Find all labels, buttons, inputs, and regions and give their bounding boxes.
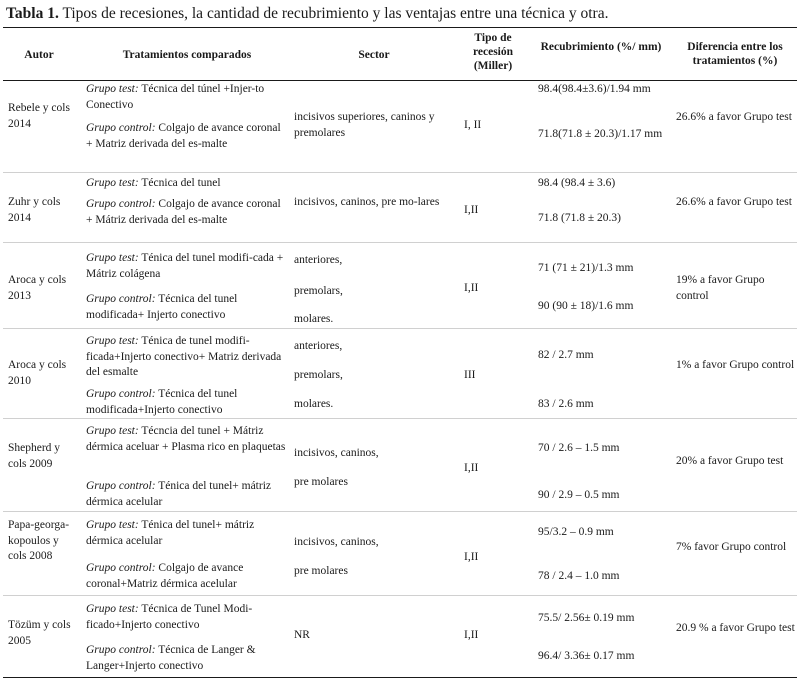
row-grupo-control-label: Grupo control: (86, 293, 156, 305)
row-recubrimiento-test: 98.4(98.4±3.6)/1.94 mm (538, 83, 651, 95)
row-autor: Aroca y cols 2010 (8, 359, 67, 387)
row-grupo-test-text: Ténica del tunel modifi-cada + Mátriz colágena (86, 252, 284, 280)
row-grupo-test (86, 251, 286, 282)
row-tipo: I,II (464, 204, 479, 216)
row-grupo-test-label: Grupo test: (86, 335, 139, 347)
row-sector-3: molares. (294, 398, 334, 410)
row-grupo-test-text: Ténica de tunel modifi-ficada+Injerto conectivo+ Matriz derivada del esmalte (86, 335, 282, 378)
row-grupo-control-text: Técnica de Langer & Langer+Injerto conectivo (86, 644, 256, 672)
row-recubrimiento-control: 96.4/ 3.36± 0.17 mm (538, 650, 635, 662)
row-grupo-control-label: Grupo control: (86, 644, 156, 656)
row-sector-2: pre molares (294, 565, 348, 577)
row-recubrimiento-test: 82 / 2.7 mm (538, 349, 594, 361)
row-recubrimiento-test: 70 / 2.6 – 1.5 mm (538, 442, 620, 454)
row-autor: Tözüm y cols 2005 (8, 619, 71, 647)
row-grupo-control (86, 292, 286, 323)
row-recubrimiento-control: 78 / 2.4 – 1.0 mm (538, 570, 620, 582)
row-grupo-test (86, 82, 286, 113)
row-sector-2: premolars, (294, 285, 343, 297)
row-grupo-control-text: Ténica del tunel+ mátriz dérmica acelular (86, 480, 272, 508)
row-grupo-control-text: Colgajo de avance coronal + Matriz derivada del es-malte (86, 122, 281, 150)
row-separator (3, 242, 797, 243)
bottom-rule (3, 677, 797, 678)
row-grupo-test (86, 602, 286, 633)
header-rule (3, 80, 797, 81)
header-autor: Autor (24, 49, 54, 61)
row-grupo-control (86, 387, 286, 418)
row-separator (3, 595, 797, 596)
row-tipo: I,II (464, 462, 479, 474)
header-recubrimiento: Recubrimiento (%/ mm) (540, 41, 662, 53)
row-grupo-control (86, 561, 286, 592)
table-caption (6, 4, 796, 24)
row-grupo-test-label: Grupo test: (86, 519, 139, 531)
header-tratamientos: Tratamientos comparados (122, 49, 252, 61)
row-grupo-test-text: Técnica del túnel +Injer-to Conectivo (86, 83, 265, 111)
row-grupo-control-label: Grupo control: (86, 122, 156, 134)
row-recubrimiento-control: 83 / 2.6 mm (538, 398, 594, 410)
row-separator (3, 328, 797, 329)
row-autor: Aroca y cols 2013 (8, 274, 67, 302)
row-separator (3, 172, 797, 173)
row-autor: Shepherd y cols 2009 (8, 442, 61, 470)
row-sector: NR (294, 629, 310, 641)
row-separator (3, 418, 797, 419)
row-recubrimiento-test: 75.5/ 2.56± 0.19 mm (538, 612, 635, 624)
row-recubrimiento-control: 90 / 2.9 – 0.5 mm (538, 489, 620, 501)
row-autor: Papa-georga-kopoulos y cols 2008 (8, 519, 70, 562)
row-sector: anteriores, (294, 254, 343, 266)
row-grupo-test (86, 518, 286, 549)
header-tipo: Tipo de recesión (Miller) (472, 32, 514, 72)
row-grupo-control (86, 643, 286, 674)
row-diferencia: 26.6% a favor Grupo test (676, 111, 792, 123)
row-diferencia: 26.6% a favor Grupo test (676, 196, 792, 208)
row-grupo-control (86, 197, 286, 228)
row-recubrimiento-test: 95/3.2 – 0.9 mm (538, 526, 614, 538)
row-grupo-control-text: Técnica del tunel modificada+ Injerto conectivo (86, 293, 238, 321)
caption-label: Tabla 1. (6, 5, 59, 22)
top-rule (3, 27, 797, 28)
row-sector: anteriores, (294, 340, 343, 352)
row-grupo-test (86, 424, 286, 455)
row-grupo-control-label: Grupo control: (86, 562, 156, 574)
row-grupo-test-text: Técnica del tunel (138, 177, 221, 189)
row-recubrimiento-control: 90 (90 ± 18)/1.6 mm (538, 300, 634, 312)
row-grupo-test-label: Grupo test: (86, 425, 139, 437)
header-diferencia: Diferencia entre los tratamientos (%) (687, 41, 783, 67)
row-grupo-test-text: Técncia del tunel + Mátriz dérmica aceluar + Plasma rico en plaquetas (86, 425, 286, 453)
row-diferencia: 7% favor Grupo control (676, 541, 787, 553)
header-sector: Sector (358, 49, 390, 61)
row-tipo: I,II (464, 282, 479, 294)
row-diferencia: 20.9 % a favor Grupo test (676, 622, 795, 634)
row-grupo-test-text: Técnica de Tunel Modi-ficado+Injerto conectivo (86, 603, 253, 631)
row-sector: incisivos, caninos, pre mo-lares (294, 196, 440, 208)
row-separator (3, 511, 797, 512)
row-recubrimiento-test: 98.4 (98.4 ± 3.6) (538, 177, 616, 189)
row-grupo-test-text: Ténica del tunel+ mátriz dérmica acelular (86, 519, 255, 547)
row-recubrimiento-control: 71.8(71.8 ± 20.3)/1.17 mm (538, 128, 663, 140)
row-sector: incisivos, caninos, (294, 447, 379, 459)
row-grupo-control-label: Grupo control: (86, 198, 156, 210)
row-tipo: I,II (464, 629, 479, 641)
row-grupo-control-text: Colgajo de avance coronal + Mátriz derivada del es-malte (86, 198, 281, 226)
row-grupo-control-text: Colgajo de avance coronal+Matriz dérmica acelular (86, 562, 244, 590)
row-grupo-control (86, 479, 286, 510)
row-sector: incisivos superiores, caninos y premolares (294, 111, 435, 139)
row-autor: Rebele y cols 2014 (8, 102, 70, 130)
row-grupo-test-label: Grupo test: (86, 252, 139, 264)
row-sector: incisivos, caninos, (294, 536, 379, 548)
row-diferencia: 1% a favor Grupo control (676, 359, 795, 371)
row-grupo-test-label: Grupo test: (86, 83, 139, 95)
row-sector-2: pre molares (294, 476, 348, 488)
row-grupo-test-label: Grupo test: (86, 177, 139, 189)
row-diferencia: 20% a favor Grupo test (676, 455, 784, 467)
row-grupo-test-label: Grupo test: (86, 603, 139, 615)
row-grupo-control-label: Grupo control: (86, 480, 156, 492)
row-tipo: III (464, 369, 476, 381)
row-tipo: I, II (464, 119, 482, 131)
row-tipo: I,II (464, 551, 479, 563)
row-grupo-control-label: Grupo control: (86, 388, 156, 400)
row-grupo-control-text: Técnica del tunel modificada+Injerto conectivo (86, 388, 238, 416)
row-recubrimiento-test: 71 (71 ± 21)/1.3 mm (538, 262, 634, 274)
row-grupo-test (86, 334, 286, 381)
row-diferencia: 19% a favor Grupo control (676, 274, 765, 302)
row-recubrimiento-control: 71.8 (71.8 ± 20.3) (538, 212, 621, 224)
row-grupo-test (86, 176, 286, 192)
row-grupo-control (86, 121, 286, 152)
row-sector-3: molares. (294, 313, 334, 325)
caption-text: Tipos de recesiones, la cantidad de recubrimiento y las ventajas entre una técnica y otra. (58, 5, 609, 22)
row-sector-2: premolars, (294, 369, 343, 381)
row-autor: Zuhr y cols 2014 (8, 196, 61, 224)
